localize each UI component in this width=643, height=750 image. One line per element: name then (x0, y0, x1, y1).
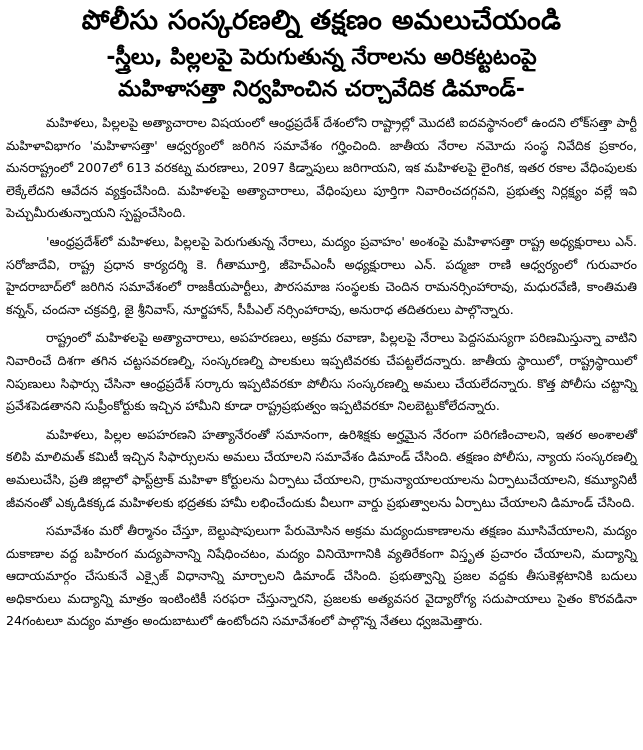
headline: పోలీసు సంస్కరణల్ని తక్షణం అమలుచేయండి (81, 5, 562, 36)
subheadline-line-1: -స్త్రీలు, పిల్లలపై పెరుగుతున్న నేరాలను అరికట్టటంపై (106, 45, 537, 70)
article-paragraph-3: రాష్ట్రంలో మహిళలపై అత్యాచారాలు, అపహరణలు, అక్రమ రవాణా, పిల్లలపై నేరాలు పెద్దసమస్యగా పరిణమిస్తున్నా వాటిని నివారించే దిశగా తగిన చట్టసవరణల్ని, సంస్కరణల్ని పాలకులు ఇప్పటివరకు చేపట్టలేదన్నారు. జాతీయ స్థాయిలో, రాష్ట్రస్థాయిలో నిపుణులు సిఫార్సు చేసినా ఆంధ్రప్రదేశ్ సర్కారు ఇప్పటివరకూ పోలీసు సంస్కరణల్ని అమలు చేయలేదన్నారు. కొత్త పోలీసు చట్టాన్ని ప్రవేశపెడతానని సుప్రీంకోర్టుకు ఇచ్చిన హామీని కూడా రాష్ట్రప్రభుత్వం ఇప్పటివరకూ నిలబెట్టుకోలేదన్నారు. (6, 330, 637, 414)
subheadline-line-2: మహిళాసత్తా నిర్వహించిన చర్చావేదిక డిమాండ్- (118, 77, 525, 102)
article-paragraph-5: సమావేశం మరో తీర్మానం చేస్తూ, బెల్టుషాపులుగా పేరుమోసిన అక్రమ మద్యందుకాణాలను తక్షణం మూసివేయాలని, మద్యం దుకాణాల వద్ద బహిరంగ మద్యపానాన్ని నిషేధించటం, మద్యం వినియోగానికి వ్యతిరేకంగా విస్తృత ప్రచారం చేయాలని, మద్యాన్ని ఆదాయమార్గం చేసుకునే ఎక్సైజ్ విధానాన్ని మార్చాలని డిమాండ్ చేసింది. ప్రభుత్వాన్ని ప్రజల వద్దకు తీసుకెళ్లటానికి బదులు అధికారులు మద్యాన్ని మాత్రం ఇంటింటికీ సరఫరా చేస్తున్నారని, ప్రజలకు అత్యవసర వైద్యారోగ్య సదుపాయాలు సైతం కొరవడినా 24గంటలూ మద్యం మాత్రం అందుబాటులో ఉంటోందని సమావేశంలో పాల్గొన్న నేతలు ధ్వజమెత్తారు. (6, 523, 637, 629)
article-body (6, 112, 637, 633)
article-paragraph-4: మహిళలు, పిల్లల అపహరణని హత్యానేరంతో సమానంగా, ఉరిశిక్షకు అర్హమైన నేరంగా పరిగణించాలని, ఇతర అంశాలతో కలిపి మాలిమత్ కమిటీ ఇచ్చిన సిఫార్సులను అమలు చేయాలని సమావేశం డిమాండ్ చేసింది. తక్షణం పోలీసు, న్యాయ సంస్కరణల్ని అమలుచేసి, ప్రతి జిల్లాలో ఫాస్ట్‌ట్రాక్ మహిళా కోర్టులను ఏర్పాటు చేయాలని, గ్రామన్యాయాలయాలను ఏర్పాటుచేయాలని, కమ్యూనిటీ జీవనంతో ఎక్కడికక్కడ మహిళలకు భద్రతకు హామీ లభించేందుకు వీలుగా వార్డు ప్రభుత్వాలను ఏర్పాటు చేయాలని డిమాండ్ చేసింది. (6, 426, 637, 510)
article-paragraph-2: 'ఆంధ్రప్రదేశ్‌లో మహిళలు, పిల్లలపై పెరుగుతున్న నేరాలు, మద్యం ప్రవాహం' అంశంపై మహిళాసత్తా రాష్ట్ర అధ్యక్షురాలు ఎన్. సరోజాదేవి, రాష్ట్ర ప్రధాన కార్యదర్శి కె. గీతామూర్తి, జీహెచ్ఎంసీ అధ్యక్షురాలు ఎన్. పద్మజా రాణి ఆధ్వర్యంలో గురువారం హైదరాబాద్‌లో జరిగిన సమావేశంలో రాజకీయపార్టీలు, పౌరసమాజ సంస్థలకు చెందిన రామనర్సింహారావు, మధురవేణి, కాంతిమతి కన్నన్, చందనా చక్రవర్తి, జై శ్రీనివాస్, నూర్జహాన్, సీపీఎల్ నర్సింహారావు, అనురాధ తదితరులు పాల్గొన్నారు. (6, 233, 637, 317)
article-paragraph-1: మహిళలు, పిల్లలపై అత్యాచారాల విషయంలో ఆంధ్రప్రదేశ్ దేశంలోని రాష్ట్రాల్లో మొదటి ఐదవస్థానంలో ఉందని లోక్‌సత్తా పార్టీ మహిళావిభాగం 'మహిళాసత్తా' ఆధ్వర్యంలో జరిగిన సమావేశం గర్హించింది. జాతీయ నేరాల నమోదు సంస్థ నివేదిక ప్రకారం, మనరాష్ట్రంలో 2007లో 613 వరకట్న మరణాలు, 2097 కిడ్నాపులు జరిగాయని, ఇక మహిళలపై లైంగిక, ఇతర రకాల వేధింపులకు లెక్కేలేదని ఆవేదన వ్యక్తంచేసింది. మహిళలపై అత్యాచారాలు, వేధింపులు పూర్తిగా నివారించదగ్గవని, ప్రభుత్వ నిర్లక్ష్యం వల్లే ఇవి పెచ్చుమీరుతున్నాయని స్పష్టంచేసింది. (6, 115, 637, 221)
